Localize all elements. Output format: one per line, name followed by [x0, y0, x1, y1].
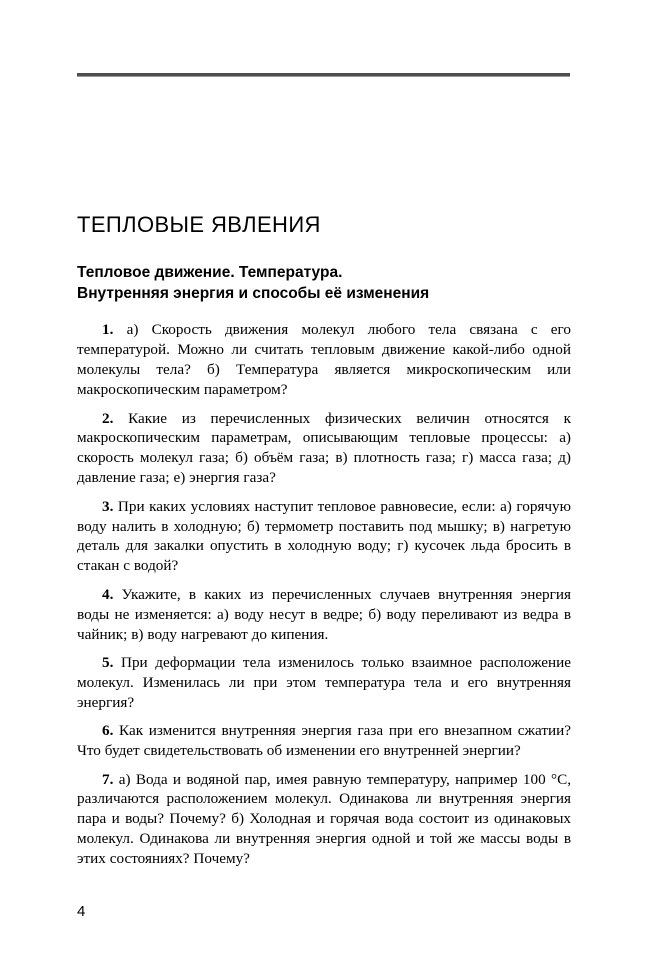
question-number: 4. — [102, 585, 114, 603]
page-number: 4 — [77, 903, 86, 920]
question-text: Укажите, в каких из перечисленных случаев внутренняя энергия воды не изменяется: а) воду несут в ведре; б) воду переливают из ведра в чайник; в) воду нагревают до кипения. — [77, 585, 571, 643]
page-content — [77, 213, 571, 869]
question-number: 5. — [102, 654, 114, 671]
question-item — [77, 770, 571, 870]
question-list — [77, 320, 571, 869]
question-item — [77, 721, 571, 761]
section-title — [77, 263, 571, 304]
question-item — [77, 497, 571, 577]
question-item — [77, 653, 571, 713]
section-title-line-2: Внутренняя энергия и способы её изменения — [77, 284, 430, 302]
question-item — [77, 409, 571, 489]
question-text: При каких условиях наступит тепловое равновесие, если: а) горячую воду налить в холодную; б) термометр поставить под мышку; в) нагретую деталь для закалки опустить в холодную воду; г) кусочек льда бросить в стакан с водой? — [77, 497, 571, 575]
question-text: Какие из перечисленных физических величин относятся к макроскопическим параметрам, описывающим тепловые процессы: а) скорость молекул газа; б) объём газа; в) плотность газа; г) масса газа; д) давление газа; е) энергия газа? — [77, 409, 571, 487]
question-text: Как изменится внутренняя энергия газа при его внезапном сжатии? Что будет свидетельствовать об изменении его внутренней энергии? — [77, 722, 571, 760]
question-item — [77, 585, 571, 645]
section-title-line-1: Тепловое движение. Температура. — [77, 264, 343, 282]
question-text: а) Скорость движения молекул любого тела связана с его температурой. Можно ли считать тепловым движение какой-либо одной молекулы тела? б) Температура является микроскопическим или макроскопическим параметром? — [77, 321, 571, 399]
question-text: При деформации тела изменилось только взаимное расположение молекул. Изменилась ли при этом температура тела и его внутренняя энергия? — [77, 654, 571, 711]
question-item — [77, 320, 571, 400]
question-number: 7. — [102, 770, 114, 788]
question-number: 2. — [102, 409, 114, 427]
question-number: 3. — [102, 497, 114, 515]
question-number: 1. — [102, 321, 114, 339]
question-text: а) Вода и водяной пар, имея равную температуру, например 100 °C, различаются расположением молекул. Одинакова ли внутренняя энергия пара и воды? Почему? б) Холодная и горячая вода состоит из одинаковых молекул. Одинакова ли внутренняя энергия одной и той же массы воды в этих состояниях? Почему? — [77, 770, 571, 868]
header-rule-divider — [77, 73, 570, 77]
question-number: 6. — [102, 722, 114, 740]
chapter-title: ТЕПЛОВЫЕ ЯВЛЕНИЯ — [77, 212, 321, 237]
